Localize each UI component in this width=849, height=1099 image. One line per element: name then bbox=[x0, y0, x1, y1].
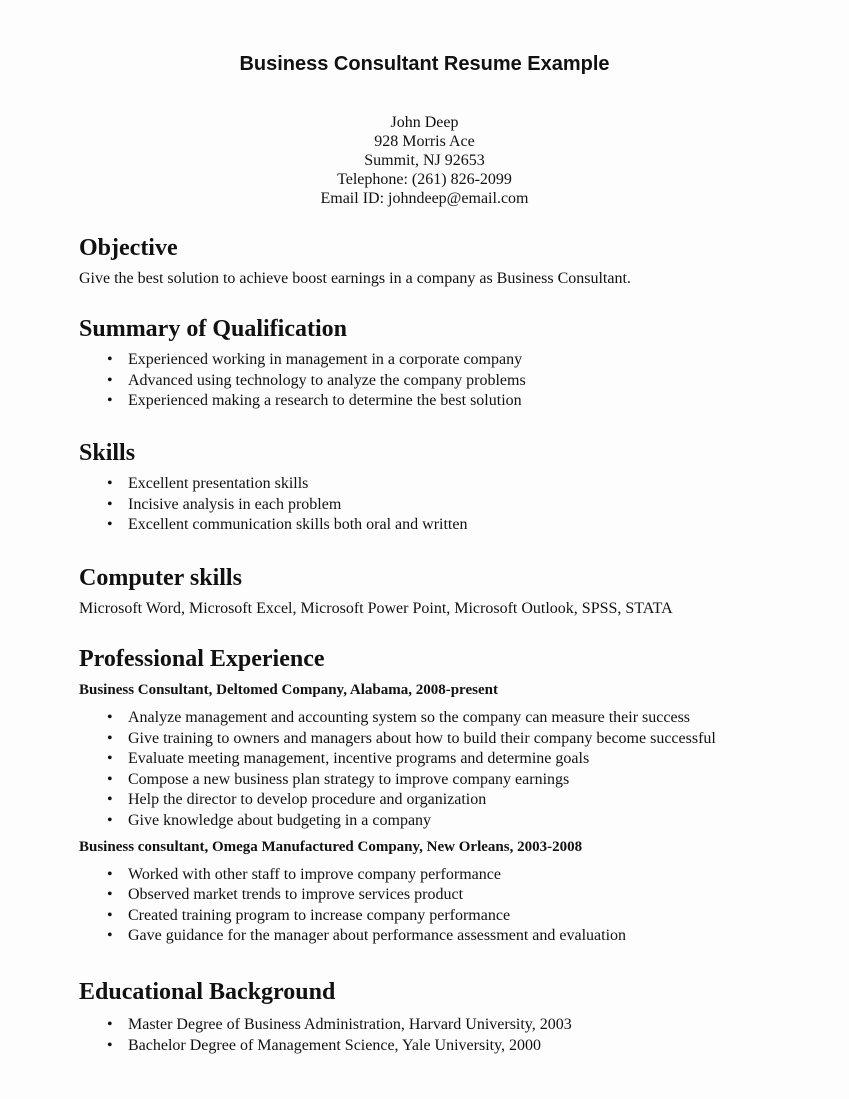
contact-block bbox=[0, 113, 849, 208]
list-item-text: Experienced making a research to determine the best solution bbox=[128, 392, 522, 410]
contact-city: Summit, NJ 92653 bbox=[364, 152, 485, 169]
list-item-text: Give training to owners and managers about how to build their company become successful bbox=[128, 729, 716, 747]
document-title: Business Consultant Resume Example bbox=[239, 53, 610, 75]
list-item bbox=[79, 1036, 819, 1057]
bullet-icon: • bbox=[107, 1016, 113, 1033]
computer-skills-heading: Computer skills bbox=[79, 565, 242, 591]
list-item-text: Excellent communication skills both oral and written bbox=[128, 516, 468, 534]
summary-list bbox=[79, 350, 819, 412]
list-item bbox=[79, 865, 819, 886]
list-item bbox=[79, 391, 819, 412]
list-item-text: Experienced working in management in a corporate company bbox=[128, 351, 523, 368]
list-item-text: Master Degree of Business Administration, Harvard University, 2003 bbox=[128, 1016, 572, 1033]
contact-telephone: Telephone: (261) 826-2099 bbox=[337, 171, 512, 188]
computer-skills-text: Microsoft Word, Microsoft Excel, Microsoft Power Point, Microsoft Outlook, SPSS, STATA bbox=[79, 600, 673, 617]
list-item-text: Worked with other staff to improve company performance bbox=[128, 865, 501, 883]
list-item-text: Incisive analysis in each problem bbox=[128, 495, 342, 513]
list-item-text: Analyze management and accounting system so the company can measure their success bbox=[128, 709, 691, 726]
education-heading: Educational Background bbox=[79, 979, 336, 1005]
list-item bbox=[79, 811, 819, 832]
list-item bbox=[79, 515, 819, 536]
bullet-icon: • bbox=[107, 886, 113, 904]
list-item bbox=[79, 474, 819, 495]
bullet-icon: • bbox=[107, 906, 113, 924]
bullet-icon: • bbox=[107, 729, 113, 747]
skills-heading: Skills bbox=[79, 440, 136, 466]
list-item-text: Evaluate meeting management, incentive programs and determine goals bbox=[128, 750, 590, 768]
bullet-icon: • bbox=[107, 750, 113, 768]
list-item bbox=[79, 906, 819, 927]
computer-skills-section bbox=[79, 564, 819, 619]
list-item bbox=[79, 790, 819, 811]
list-item bbox=[79, 371, 819, 392]
bullet-icon: • bbox=[107, 1036, 113, 1054]
experience-section bbox=[79, 645, 819, 947]
objective-section bbox=[79, 234, 819, 289]
job-duties-list bbox=[79, 865, 819, 947]
contact-email: Email ID: johndeep@email.com bbox=[320, 190, 529, 207]
list-item-text: Observed market trends to improve services product bbox=[128, 886, 464, 904]
objective-heading: Objective bbox=[79, 235, 178, 261]
list-item bbox=[79, 885, 819, 906]
bullet-icon: • bbox=[107, 770, 113, 788]
experience-heading: Professional Experience bbox=[79, 646, 325, 672]
job-duties-list bbox=[79, 708, 819, 832]
objective-text: Give the best solution to achieve boost earnings in a company as Business Consultant. bbox=[79, 270, 631, 287]
bullet-icon: • bbox=[107, 811, 113, 829]
list-item bbox=[79, 926, 819, 947]
education-section bbox=[79, 978, 819, 1056]
list-item-text: Help the director to develop procedure and organization bbox=[128, 791, 487, 809]
skills-list bbox=[79, 474, 819, 536]
list-item bbox=[79, 1015, 819, 1036]
bullet-icon: • bbox=[107, 495, 113, 513]
bullet-icon: • bbox=[107, 351, 113, 368]
bullet-icon: • bbox=[107, 371, 113, 389]
list-item-text: Advanced using technology to analyze the company problems bbox=[128, 371, 526, 389]
list-item-text: Bachelor Degree of Management Science, Yale University, 2000 bbox=[128, 1036, 542, 1054]
contact-name: John Deep bbox=[390, 114, 459, 131]
summary-section bbox=[79, 315, 819, 412]
job-title: Business Consultant, Deltomed Company, Alabama, 2008-present bbox=[79, 682, 498, 698]
education-list bbox=[79, 1015, 819, 1056]
skills-section bbox=[79, 439, 819, 536]
list-item-text: Excellent presentation skills bbox=[128, 475, 309, 492]
bullet-icon: • bbox=[107, 475, 113, 492]
contact-address: 928 Morris Ace bbox=[374, 133, 475, 150]
list-item bbox=[79, 350, 819, 371]
list-item-text: Give knowledge about budgeting in a company bbox=[128, 811, 432, 829]
bullet-icon: • bbox=[107, 392, 113, 410]
job-title: Business consultant, Omega Manufactured Company, New Orleans, 2003-2008 bbox=[79, 838, 583, 855]
list-item-text: Compose a new business plan strategy to improve company earnings bbox=[128, 770, 570, 788]
bullet-icon: • bbox=[107, 791, 113, 809]
list-item-text: Gave guidance for the manager about performance assessment and evaluation bbox=[128, 927, 627, 945]
bullet-icon: • bbox=[107, 927, 113, 945]
list-item bbox=[79, 749, 819, 770]
list-item-text: Created training program to increase company performance bbox=[128, 906, 511, 924]
list-item bbox=[79, 708, 819, 729]
bullet-icon: • bbox=[107, 865, 113, 883]
bullet-icon: • bbox=[107, 516, 113, 534]
list-item bbox=[79, 770, 819, 791]
bullet-icon: • bbox=[107, 709, 113, 726]
summary-heading: Summary of Qualification bbox=[79, 316, 347, 342]
list-item bbox=[79, 495, 819, 516]
list-item bbox=[79, 729, 819, 750]
